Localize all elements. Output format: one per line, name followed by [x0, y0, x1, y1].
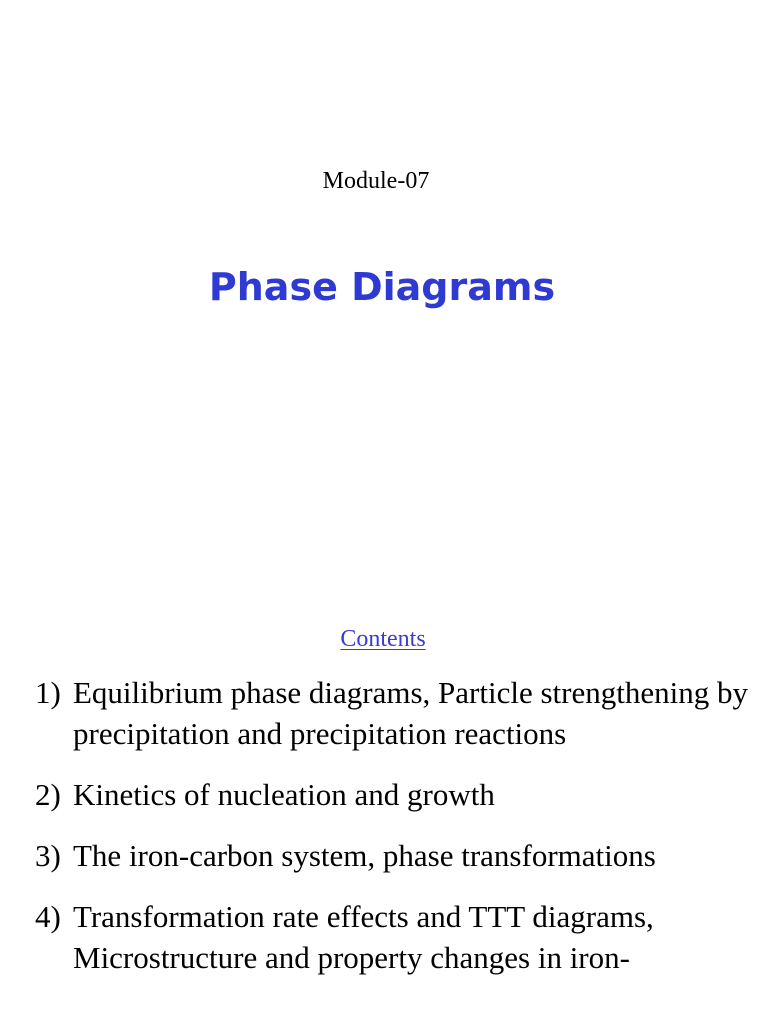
list-item-text: The iron-carbon system, phase transformations [73, 838, 656, 873]
list-item [35, 672, 755, 754]
list-item [35, 774, 755, 815]
list-item [35, 835, 755, 876]
list-item-number: 1) [35, 675, 61, 710]
list-item-number: 4) [35, 899, 61, 934]
list-item-text: Equilibrium phase diagrams, Particle strengthening by precipitation and precipitation reactions [73, 675, 748, 751]
list-item-text: Kinetics of nucleation and growth [73, 777, 495, 812]
list-item [35, 896, 755, 978]
list-item-number: 2) [35, 777, 61, 812]
contents-link[interactable]: Contents [340, 626, 426, 652]
module-label: Module-07 [322, 168, 430, 194]
list-item-number: 3) [35, 838, 61, 873]
contents-list [35, 672, 755, 998]
page-title: Phase Diagrams [208, 265, 556, 309]
list-item-text: Transformation rate effects and TTT diagrams, Microstructure and property changes in iron- [73, 899, 654, 975]
